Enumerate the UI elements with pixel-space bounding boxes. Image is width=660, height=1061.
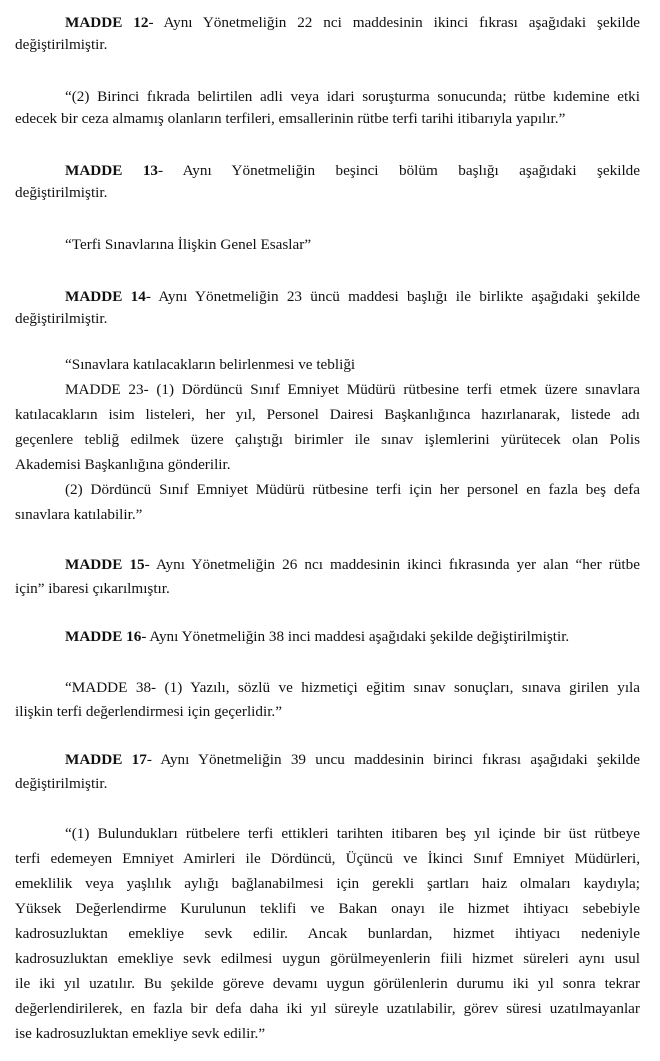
madde-14-quote-line-5: Akademisi Başkanlığına gönderilir.	[15, 456, 231, 473]
madde-14-quote-line-1: “Sınavlara katılacakların belirlenmesi ve tebliği	[65, 356, 356, 373]
madde-17-quote-line-1: “(1) Bulundukları rütbelere terfi ettikleri tarihten itibaren beş yıl içinde bir üst rütbeye	[65, 825, 640, 842]
madde-16-quote-line-2: ilişkin terfi değerlendirmesi için geçerlidir.”	[15, 703, 282, 720]
madde-17-quote-line-7: ile iki yıl uzatılır. Bu şekilde göreve devamı uygun görülenlerin durumu iki yıl sonra tekrar	[15, 975, 640, 992]
madde-12-line-1	[65, 14, 640, 32]
madde-17-line-2: değiştirilmiştir.	[15, 775, 108, 792]
madde-14-label: MADDE 14	[65, 288, 146, 305]
madde-15-text: - Aynı Yönetmeliğin 26 ncı maddesinin ikinci fıkrasında yer alan “her rütbe	[144, 556, 640, 573]
madde-13-line-2: değiştirilmiştir.	[15, 184, 108, 201]
madde-14-quote-line-4: geçenlere tebliğ edilmek üzere çalıştığı birimler ile sınav işlemlerini yürütecek olan Polis	[15, 431, 640, 448]
madde-15-label: MADDE 15	[65, 556, 145, 573]
madde-12-line-2: değiştirilmiştir.	[15, 36, 108, 53]
madde-14-quote-line-7: sınavlara katılabilir.”	[15, 506, 143, 523]
madde-17-quote-line-5: kadrosuzluktan emekliye sevk edilir. Ancak bunlardan, hizmet ihtiyacı nedeniyle	[15, 925, 640, 942]
madde-12-quote-line-1: “(2) Birinci fıkrada belirtilen adli veya idari soruşturma sonucunda; rütbe kıdemine etki	[65, 88, 640, 105]
madde-17-quote-line-3: emeklilik veya yaşlılık aylığı bağlanabilmesi için gerekli şartları haiz olmaları kaydıyla;	[15, 875, 640, 892]
madde-14-quote-line-2: MADDE 23- (1) Dördüncü Sınıf Emniyet Müdürü rütbesine terfi etmek üzere sınavlara	[65, 381, 640, 398]
madde-16-line-1	[65, 628, 640, 646]
madde-13-quote: “Terfi Sınavlarına İlişkin Genel Esaslar”	[65, 236, 312, 253]
madde-17-quote-line-2: terfi edemeyen Emniyet Amirleri ile Dördüncü, Üçüncü ve İkinci Sınıf Emniyet Müdürleri,	[15, 850, 640, 867]
madde-12-label: MADDE 12	[65, 14, 149, 31]
madde-16-text: - Aynı Yönetmeliğin 38 inci maddesi aşağıdaki şekilde değiştirilmiştir.	[141, 628, 570, 645]
madde-14-line-1	[65, 288, 640, 306]
madde-17-quote-line-4: Yüksek Değerlendirme Kurulunun teklifi ve Bakan onayı ile hizmet ihtiyacı sebebiyle	[15, 900, 640, 917]
madde-15-line-1	[65, 556, 640, 574]
madde-13-line-1	[65, 162, 640, 180]
madde-13-label: MADDE 13	[65, 162, 159, 179]
madde-14-quote-line-3: katılacakların isim listeleri, her yıl, Personel Dairesi Başkanlığınca hazırlanarak, listede adı	[15, 406, 640, 423]
madde-17-quote-line-6: kadrosuzluktan emekliye sevk edilmesi uygun görülmeyenlerin fiili hizmet süreleri aynı usul	[15, 950, 640, 967]
madde-13-text: - Aynı Yönetmeliğin beşinci bölüm başlığı aşağıdaki şekilde	[158, 162, 641, 179]
madde-14-line-2: değiştirilmiştir.	[15, 310, 108, 327]
madde-17-quote-line-9: ise kadrosuzluktan emekliye sevk edilir.”	[15, 1025, 266, 1042]
madde-17-text: - Aynı Yönetmeliğin 39 uncu maddesinin birinci fıkrası aşağıdaki şekilde	[146, 751, 641, 768]
madde-12-quote-line-2: edecek bir ceza almamış olanların terfileri, emsallerinin rütbe terfi tarihi itibarıyla yapılır.”	[15, 110, 566, 127]
madde-16-label: MADDE 16	[65, 628, 142, 645]
madde-16-quote-line-1: “MADDE 38- (1) Yazılı, sözlü ve hizmetiçi eğitim sınav sonuçları, sınava girilen yıla	[65, 679, 640, 696]
madde-15-line-2: için” ibaresi çıkarılmıştır.	[15, 580, 170, 597]
madde-17-line-1	[65, 751, 640, 769]
madde-14-text: - Aynı Yönetmeliğin 23 üncü maddesi başlığı ile birlikte aşağıdaki şekilde	[145, 288, 641, 305]
madde-12-text: - Aynı Yönetmeliğin 22 nci maddesinin ikinci fıkrası aşağıdaki şekilde	[148, 14, 640, 31]
madde-17-label: MADDE 17	[65, 751, 147, 768]
madde-17-quote-line-8: değerlendirilerek, en fazla bir defa daha iki yıl süreyle uzatılabilir, görev süresi uzatılmayanlar	[15, 1000, 640, 1017]
madde-14-quote-line-6: (2) Dördüncü Sınıf Emniyet Müdürü rütbesine terfi için her personel en fazla beş defa	[65, 481, 640, 498]
